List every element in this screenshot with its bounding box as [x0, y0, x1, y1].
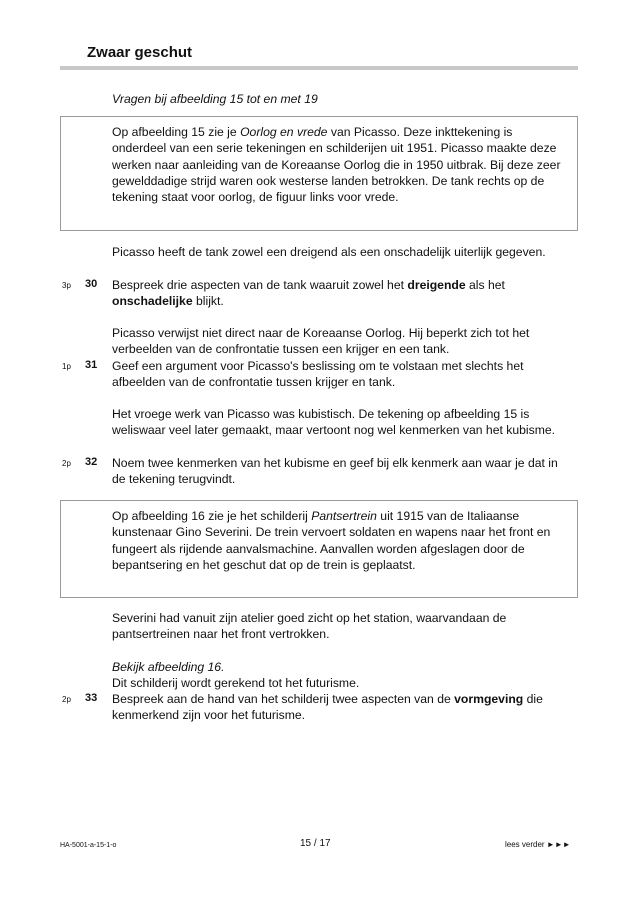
text-span: Op afbeelding 15 zie je [112, 125, 241, 139]
q31-context: Picasso verwijst niet direct naar de Koreaanse Oorlog. Hij beperkt zich tot het verbeelden van de confrontatie tussen een krijger en een tank. [112, 326, 530, 357]
q30-number: 30 [85, 278, 98, 290]
artwork-title: Oorlog en vrede [240, 125, 328, 139]
q30-question [112, 277, 567, 310]
text-span: van Picasso. Deze inkttekening is onderdeel van een serie tekeningen en schilderijen uit 1951. Picasso maakte deze werken naar aanleiding van de Koreaanse Oorlog die in 1950 uitbrak. Bij deze zeer gewelddadige strijd waren ook westerse landen betrokken. De tank rechts op de tekening staat voor oorlog, de figuur links voor vrede. [112, 125, 561, 205]
continue-note: lees verder ►►► [505, 840, 571, 849]
q31-number: 31 [85, 359, 98, 371]
intro-text: Vragen bij afbeelding 15 tot en met 19 [112, 92, 318, 106]
q31-points: 1p [62, 362, 71, 371]
q30-points: 3p [62, 281, 71, 290]
text-span: Bespreek aan de hand van het schilderij twee aspecten van de [112, 692, 455, 706]
q33-instruction: Bekijk afbeelding 16. [112, 660, 225, 674]
q32-context: Het vroege werk van Picasso was kubistisch. De tekening op afbeelding 15 is weliswaar veel later gemaakt, maar vertoont nog wel kenmerken van het kubisme. [112, 407, 556, 438]
text-span: Op afbeelding 16 zie je het schilderij [112, 509, 312, 523]
q33-points: 2p [62, 695, 71, 704]
q33-question [112, 691, 567, 724]
q32-number: 32 [85, 456, 98, 468]
q32-points: 2p [62, 459, 71, 468]
bold-term: dreigende [407, 278, 466, 292]
page-title: Zwaar geschut [87, 44, 193, 61]
header-divider [60, 66, 578, 70]
text-span: als het [465, 278, 505, 292]
bold-term: vormgeving [454, 692, 524, 706]
text-span: die kenmerkend zijn voor het futurisme. [112, 692, 543, 723]
page-number: 15 / 17 [300, 838, 331, 849]
q31-question: Geef een argument voor Picasso's beslissing om te volstaan met slechts het afbeelden van de confrontatie tussen krijger en tank. [112, 359, 524, 390]
q33-context: Dit schilderij wordt gerekend tot het futurisme. [112, 676, 360, 690]
q33-number: 33 [85, 692, 98, 704]
text-span: blijkt. [192, 294, 224, 309]
q32-question: Noem twee kenmerken van het kubisme en geef bij elk kenmerk aan waar je dat in de tekening terugvindt. [112, 456, 558, 487]
q30-context: Picasso heeft de tank zowel een dreigend als een onschadelijk uiterlijk gegeven. [112, 245, 546, 259]
severini-text: Severini had vanuit zijn atelier goed zicht op het station, waarvandaan de pantsertreinen naar het front vertrokken. [112, 611, 507, 642]
text-span: Bespreek drie aspecten van de tank waaruit zowel het [112, 278, 408, 292]
text-span: uit 1915 van de Italiaanse kunstenaar Gino Severini. De trein vervoert soldaten en wapens naar het front en fungeert als rijdende aanvalsmachine. Aanvallen worden afgeslagen door de bepantsering en het geschut dat op de trein is geplaatst. [112, 509, 551, 572]
info-box-2-text [112, 508, 567, 573]
artwork-title: Pantsertrein [311, 509, 377, 523]
exam-code: HA-5001-a-15-1-o [60, 842, 117, 849]
bold-term: onschadelijke [112, 294, 193, 309]
info-box-1-text [112, 124, 567, 205]
